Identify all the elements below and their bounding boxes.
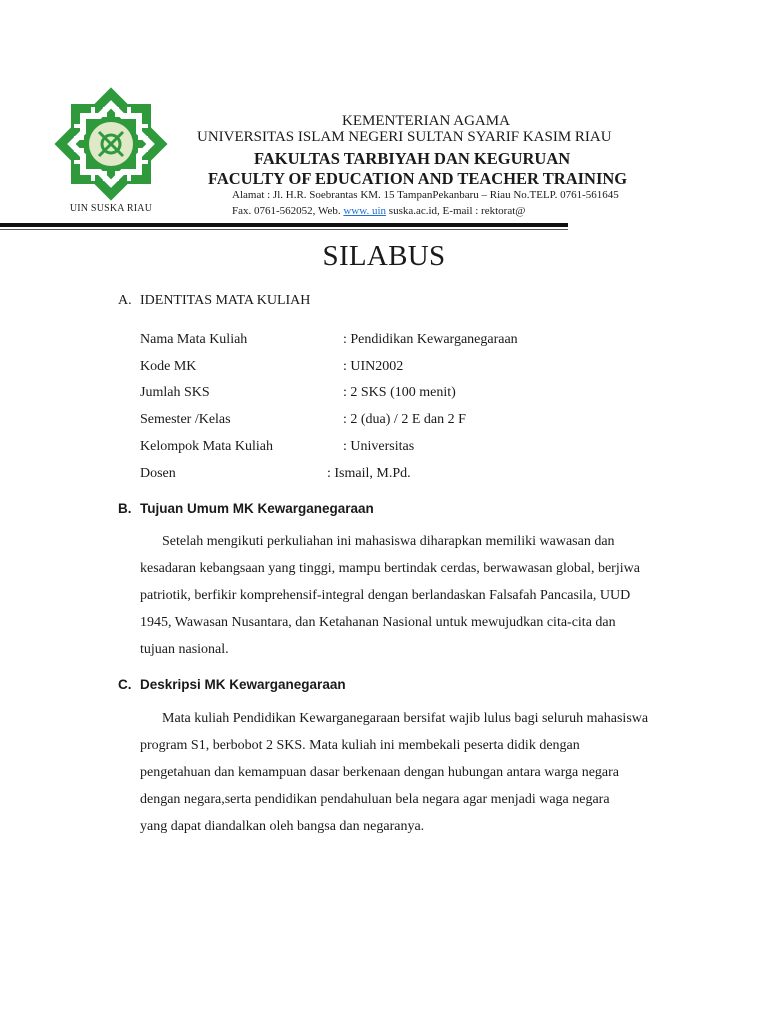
paragraph-line: yang dapat diandalkan oleh bangsa dan negaranya. (140, 819, 425, 834)
address-line: Alamat : Jl. H.R. Soebrantas KM. 15 TampanPekanbaru – Riau No.TELP. 0761-561645 (232, 189, 619, 201)
contact-line (232, 205, 768, 217)
paragraph-line: dengan negara,serta pendidikan pendahuluan bela negara agar menjadi waga negara (140, 792, 610, 807)
paragraph-line: 1945, Wawasan Nusantara, dan Ketahanan Nasional untuk mewujudkan cita-cita dan (140, 615, 616, 630)
header-rule-thin (0, 229, 568, 230)
paragraph-line: program S1, berbobot 2 SKS. Mata kuliah ini membekali peserta didik dengan (140, 738, 580, 753)
document-title: SILABUS (322, 240, 446, 272)
section-b-title: Tujuan Umum MK Kewarganegaraan (140, 501, 374, 516)
identity-value: : 2 (dua) / 2 E dan 2 F (343, 412, 466, 427)
identity-key: Semester /Kelas (140, 412, 231, 427)
identity-key: Kelompok Mata Kuliah (140, 439, 273, 454)
section-a-title: IDENTITAS MATA KULIAH (140, 293, 311, 308)
paragraph-line: pengetahuan dan kemampuan dasar berkenaan dengan hubungan antara warga negara (140, 765, 620, 780)
website-link[interactable]: www. uin (343, 205, 387, 217)
identity-value: : Pendidikan Kewarganegaraan (343, 332, 518, 347)
logo-caption: UIN SUSKA RIAU (69, 203, 153, 214)
identity-key: Kode MK (140, 359, 197, 374)
fax-web-prefix: Fax. 0761-562052, Web. (232, 205, 341, 217)
paragraph-line: Mata kuliah Pendidikan Kewarganegaraan bersifat wajib lulus bagi seluruh mahasiswa (162, 711, 649, 726)
header-rule-thick (0, 223, 568, 227)
identity-value: : Ismail, M.Pd. (327, 466, 411, 481)
identity-key: Nama Mata Kuliah (140, 332, 248, 347)
section-b-letter: B. (118, 501, 132, 516)
section-b-heading (118, 501, 374, 516)
university-name: UNIVERSITAS ISLAM NEGERI SULTAN SYARIF KASIM RIAU (197, 129, 612, 145)
section-c-title: Deskripsi MK Kewarganegaraan (140, 677, 346, 692)
email-suffix: suska.ac.id, E-mail : rektorat@ (388, 205, 526, 217)
section-a-letter: A. (118, 293, 132, 308)
section-a-heading (118, 293, 310, 309)
section-c-heading (118, 677, 346, 692)
identity-key: Dosen (140, 466, 176, 481)
ministry-name: KEMENTERIAN AGAMA (342, 113, 510, 129)
section-c-letter: C. (118, 677, 132, 692)
identity-value: : Universitas (343, 439, 415, 454)
paragraph-line: patriotik, berfikir komprehensif-integral dengan berlandaskan Falsafah Pancasila, UUD (140, 588, 631, 603)
paragraph-line: kesadaran kebangsaan yang tinggi, mampu bertindak cerdas, berwawasan global, berjiwa (140, 561, 640, 576)
faculty-name-id: FAKULTAS TARBIYAH DAN KEGURUAN (254, 149, 571, 168)
identity-value: : UIN2002 (343, 359, 404, 374)
identity-key: Jumlah SKS (140, 385, 210, 400)
paragraph-line: Setelah mengikuti perkuliahan ini mahasiswa diharapkan memiliki wawasan dan (162, 534, 615, 549)
faculty-name-en: FACULTY OF EDUCATION AND TEACHER TRAINING (208, 169, 628, 188)
identity-value: : 2 SKS (100 menit) (343, 385, 456, 400)
paragraph-line: tujuan nasional. (140, 642, 229, 657)
